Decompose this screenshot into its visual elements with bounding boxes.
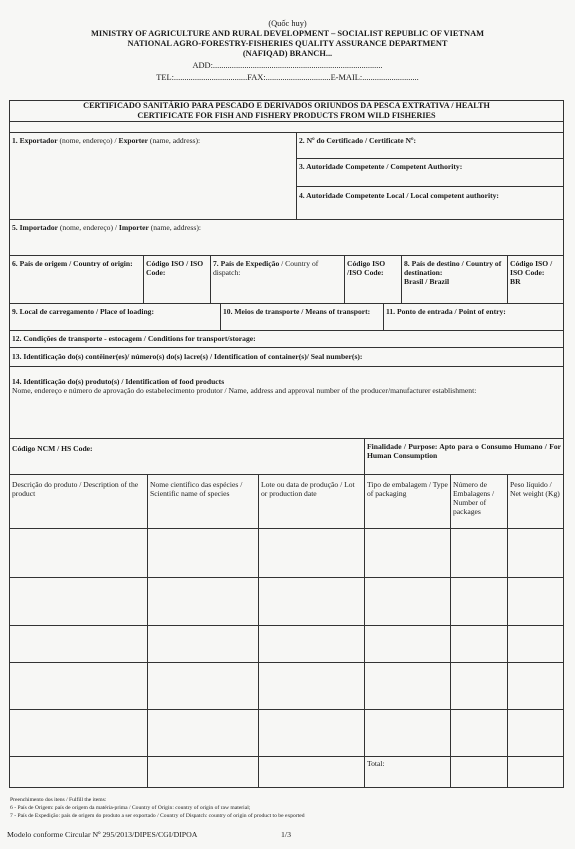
field-place-of-loading: 9. Local de carregamento / Place of loading: <box>12 307 155 316</box>
header-address: ADD:................................................................................. <box>192 61 383 70</box>
field-country-of-destination <box>402 258 507 303</box>
rule <box>9 577 564 578</box>
field-country-of-dispatch: 7. País de Expedição / Country of dispatch: <box>213 259 319 277</box>
field-transport-conditions: 12. Condições de transporte - estocagem / Conditions for transport/storage: <box>12 334 256 343</box>
iso-destination-label: Código ISO / ISO Code: <box>510 259 553 277</box>
rule <box>9 255 564 256</box>
field-means-of-transport: 10. Meios de transporte / Means of transport: <box>223 307 371 316</box>
header-department: NATIONAL AGRO-FORESTRY-FISHERIES QUALITY ASSURANCE DEPARTMENT <box>127 39 448 48</box>
col-header-number-of-packages: Número de Embalagens / Number of packages <box>453 480 495 516</box>
footnote-dispatch: 7 - País de Expedição: país de origem do produto a ser exportado / Country of Dispatch: country of origin of product to be exported <box>10 813 305 819</box>
header <box>0 19 575 83</box>
producer-establishment-label: Nome, endereço e número de aprovação do estabelecimento produtor / Name, address and approval number of the producer/manufacturer establishment: <box>12 386 477 395</box>
field-certificate-number: 2. Nº do Certificado / Certificate Nº: <box>299 136 416 145</box>
field-iso-code-origin: Código ISO / ISO Code: <box>146 259 204 277</box>
rule <box>9 662 564 663</box>
col-header-lot: Lote ou data de produção / Lot or production date <box>261 480 355 498</box>
rule <box>9 709 564 710</box>
rule <box>9 756 564 757</box>
field-country-of-origin: 6. País de origem / Country of origin: <box>12 259 133 268</box>
col-header-net-weight: Peso líquido / Net weight (Kg) <box>510 480 560 498</box>
rule <box>9 121 564 122</box>
title-line-2: CERTIFICATE FOR FISH AND FISHERY PRODUCTS FROM WILD FISHERIES <box>137 110 436 120</box>
rule <box>9 528 564 529</box>
field-competent-authority: 3. Autoridade Competente / Competent Authority: <box>299 162 463 171</box>
header-branch: (NAFIQAD) BRANCH... <box>242 49 333 58</box>
rule <box>9 303 564 304</box>
table-total-label: Total: <box>367 759 385 768</box>
field-importer: 5. Importador (nome, endereço) / Importer (name, address): <box>12 223 201 232</box>
rule <box>296 186 564 187</box>
field-product-identification <box>10 376 563 436</box>
rule <box>9 366 564 367</box>
rule <box>9 474 564 475</box>
rule <box>9 219 564 220</box>
header-contact: TEL:...................................FAX:...............................E-MAIL:........................... <box>156 73 419 82</box>
certificate-title <box>10 101 563 120</box>
header-ministry: MINISTRY OF AGRICULTURE AND RURAL DEVELOPMENT – SOCIALIST REPUBLIC OF VIETNAM <box>90 29 485 38</box>
field-iso-code-dispatch: Código ISO /ISO Code: <box>347 259 386 277</box>
field-container-identification: 13. Identificação do(s) contêiner(es)/ número(s) do(s) lacre(s) / Identification of container(s)/ Seal number(s): <box>12 352 363 361</box>
rule <box>9 625 564 626</box>
field-purpose: Finalidade / Purpose: Apto para o Consumo Humano / For Human Consumption <box>367 442 561 460</box>
rule <box>9 347 564 348</box>
header-emblem-note: (Quốc huy) <box>268 19 307 28</box>
page-number: 1/3 <box>281 830 291 839</box>
destination-value: Brasil / Brazil <box>404 277 450 286</box>
col-header-description: Descrição do produto / Description of the product <box>12 480 139 498</box>
destination-label: 8. País de destino / Country of destination: <box>404 259 502 277</box>
field-exporter: 1. Exportador (nome, endereço) / Exporter (name, address): <box>12 136 201 145</box>
col-header-scientific-name: Nome científico das espécies / Scientific name of species <box>150 480 243 498</box>
field-hs-code: Código NCM / HS Code: <box>12 444 93 453</box>
col-header-packaging-type: Tipo de embalagem / Type of packaging <box>367 480 448 498</box>
footnote-fulfill: Preenchimento dos itens / Fulfill the items: <box>10 797 107 803</box>
field-local-authority: 4. Autoridade Competente Local / Local competent authority: <box>299 191 499 200</box>
field-point-of-entry: 11. Ponto de entrada / Point of entry: <box>386 307 506 316</box>
iso-destination-value: BR <box>510 277 521 286</box>
title-line-1: CERTIFICADO SANITÁRIO PARA PESCADO E DERIVADOS ORIUNDOS DA PESCA EXTRATIVA / HEALTH <box>83 101 490 110</box>
model-reference: Modelo conforme Circular Nº 295/2013/DIPES/CGI/DIPOA <box>7 830 198 839</box>
footnote-origin: 6 - País de Origem: país de origem da matéria-prima / Country of Origin: country of origin of raw material; <box>10 805 251 811</box>
rule <box>9 132 564 133</box>
product-identification-label: 14. Identificação do(s) produto(s) / Identification of food products <box>12 377 225 386</box>
rule <box>9 330 564 331</box>
field-iso-code-destination <box>508 258 564 303</box>
rule <box>296 158 564 159</box>
rule <box>9 438 564 439</box>
